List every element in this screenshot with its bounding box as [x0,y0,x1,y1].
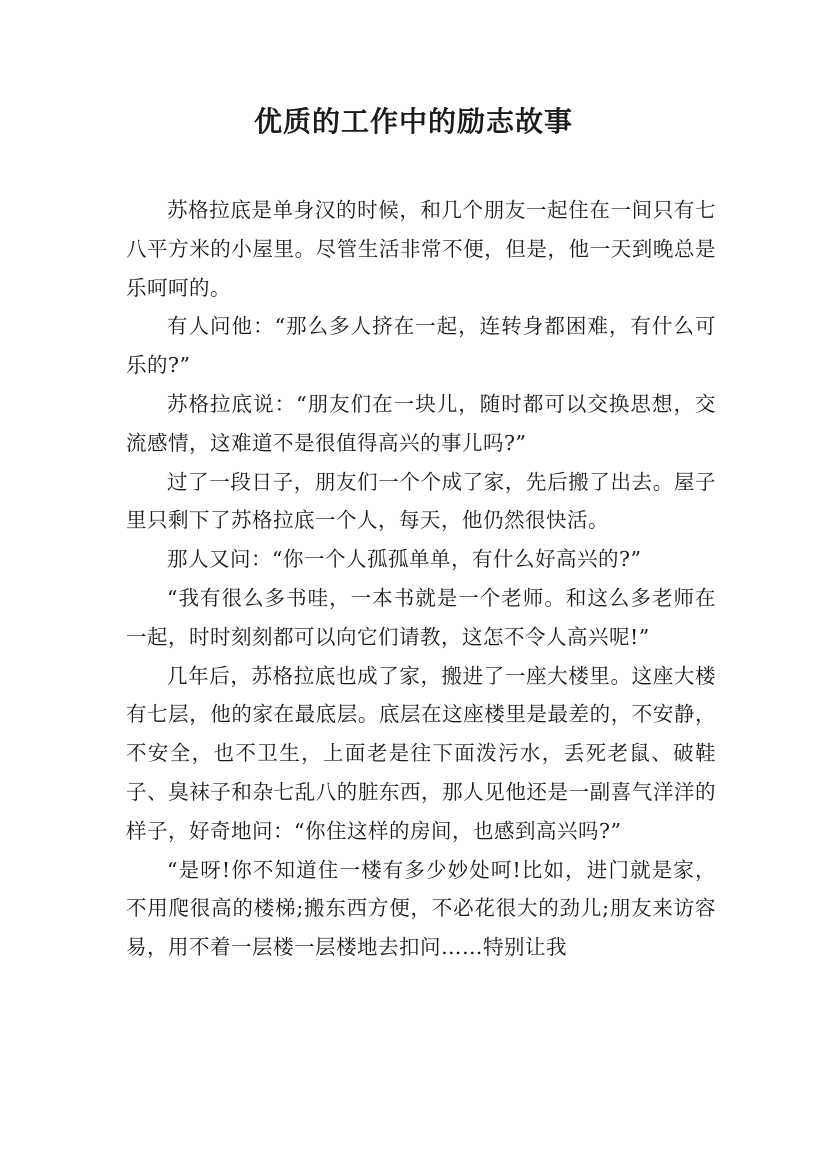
paragraph: “是呀!你不知道住一楼有多少妙处呵!比如，进门就是家，不用爬很高的楼梯;搬东西方便，不必花很大的劲儿;朋友来访容易，用不着一层楼一层楼地去扣问……特别让我 [126,857,716,960]
paragraph: 那人又问：“你一个人孤孤单单，有什么好高兴的?” [167,547,642,572]
document-title: 优质的工作中的励志故事 [253,105,573,138]
paragraph: “我有很么多书哇，一本书就是一个老师。和这么多老师在一起，时时刻刻都可以向它们请教，这怎不令人高兴呢!” [126,585,716,649]
paragraph: 苏格拉底是单身汉的时候，和几个朋友一起住在一间只有七八平方米的小屋里。尽管生活非常不便，但是，他一天到晚总是乐呵呵的。 [126,198,716,300]
paragraph: 苏格拉底说：“朋友们在一块儿，随时都可以交换思想，交流感情，这难道不是很值得高兴的事儿吗?” [126,391,716,455]
paragraph: 有人问他：“那么多人挤在一起，连转身都困难，有什么可乐的?” [126,314,716,378]
document-body [126,191,716,967]
paragraph: 几年后，苏格拉底也成了家，搬进了一座大楼里。这座大楼有七层，他的家在最底层。底层在这座楼里是最差的，不安静，不安全，也不卫生，上面老是往下面泼污水，丢死老鼠、破鞋子、臭袜子和杂七乱八的脏东西，那人见他还是一副喜气洋洋的样子，好奇地问：“你住这样的房间，也感到高兴吗?” [126,663,716,843]
paragraph: 过了一段日子，朋友们一个个成了家，先后搬了出去。屋子里只剩下了苏格拉底一个人，每天，他仍然很快活。 [126,469,716,533]
